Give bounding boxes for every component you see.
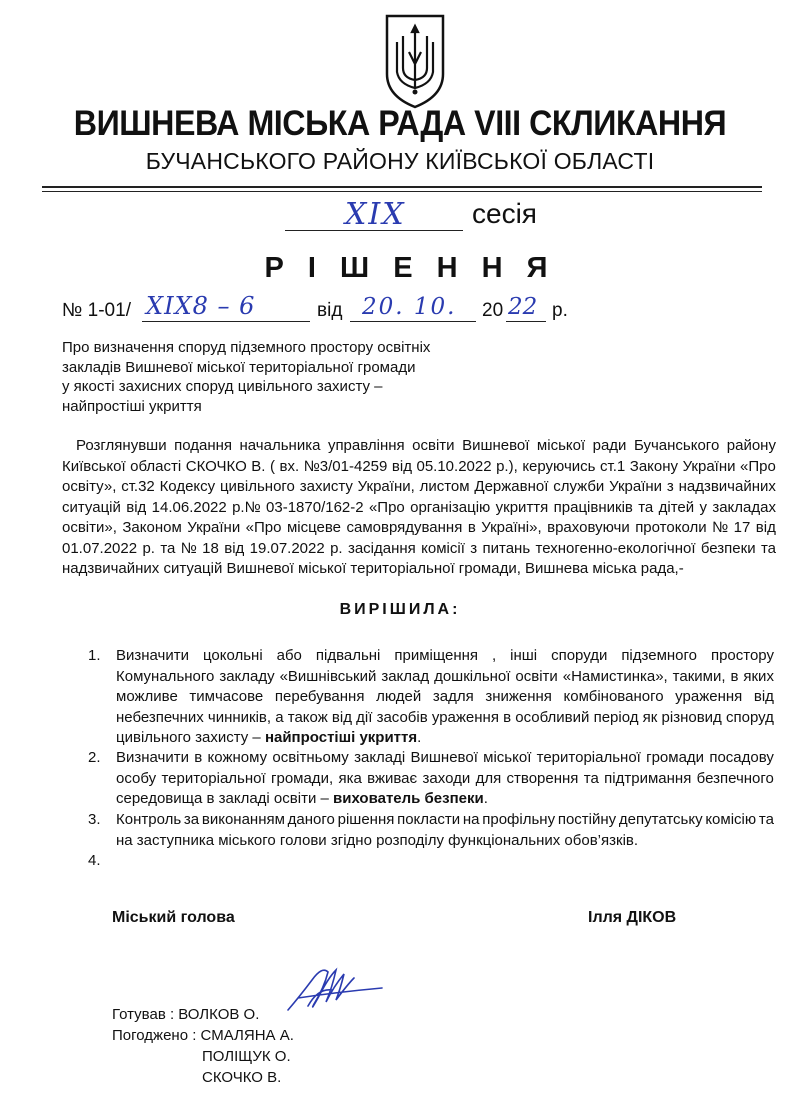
item-number: 3. — [88, 811, 101, 828]
decision-number-prefix: № 1-01/ — [62, 300, 131, 321]
item-line-text: цивільного захисту – — [116, 729, 265, 746]
coat-of-arms-icon — [383, 12, 447, 110]
item-line: особу територіальної громади, яка вживає заходи для створення та підтримання безпечного — [116, 769, 774, 787]
preamble — [62, 436, 776, 580]
preamble-line: 01.07.2022 р. та № 18 від 19.07.2022 р. засідання комісії з питань техногенно-екологічної безпеки та — [62, 539, 776, 557]
item-line: небезпечних чинників, а також від дії засобів ураження в особливий період як різновид споруд — [116, 708, 774, 726]
decision-number-line — [142, 321, 310, 322]
preamble-line: ситуацій від 14.06.2022 р.№ 03-1870/162-2 «Про організацію укриття працівників та дітей у закладах — [62, 498, 776, 516]
preamble-line: освіти», Законом України «Про місцеве самоврядування в Україні», враховуючи протоколи № 17 від — [62, 519, 776, 536]
item-number: 2. — [88, 749, 101, 766]
subject-line: закладів Вишневої міської територіальної громади — [62, 358, 416, 376]
session-label: сесія — [472, 198, 537, 229]
subject-line: найпростіші укриття — [62, 397, 202, 415]
preamble-line: надзвичайних ситуацій Вишневої міської територіальної громади, Вишнева міська рада,- — [62, 560, 684, 577]
decision-number: XIX8 – 6 — [146, 292, 256, 320]
item-line-end: . — [483, 790, 488, 807]
approvals-block — [112, 1004, 294, 1088]
item-line-bold: найпростіші укриття — [264, 729, 418, 746]
document-title: Р І Ш Е Н Н Я — [264, 252, 556, 284]
decision-date-line — [350, 321, 476, 322]
item-line: Контроль за виконанням даного рішення покласти на профільну постійну депутатську комісію та — [116, 811, 774, 828]
session-number: XIX — [345, 197, 406, 232]
agreed-by: СКОЧКО В. — [202, 1069, 282, 1086]
header-divider — [42, 186, 762, 188]
item-line-bold: вихователь безпеки — [333, 790, 484, 807]
agreed-by: ПОЛІЩУК О. — [202, 1048, 291, 1065]
item-line-end: . — [417, 729, 422, 746]
preamble-line: Розглянувши подання начальника управління освіти Вишневої міської ради Бучанського району — [76, 437, 776, 454]
subject-line: у якості захисних споруд цивільного захисту – — [62, 378, 383, 395]
decision-subject — [62, 338, 442, 416]
subject-line: Про визначення споруд підземного простору освітніх — [62, 339, 431, 356]
item-line — [116, 728, 774, 749]
decision-date: 20. 10. — [362, 294, 457, 320]
preamble-line: освіту», ст.32 Кодексу цивільного захисту України, листом Державної служби України з надзвичайних — [62, 478, 776, 495]
item-number: 4. — [88, 852, 101, 869]
mayor-label: Міський голова — [112, 909, 235, 926]
year-prefix: 20 — [482, 300, 504, 321]
item-line: Комунального закладу «Вишнівський заклад дошкільної освіти «Намистинка», такими, в яких — [116, 667, 774, 685]
council-name: ВИШНЕВА МІСЬКА РАДА VIII СКЛИКАННЯ — [73, 104, 727, 143]
prepared-by: Готував : ВОЛКОВ О. — [112, 1006, 260, 1023]
mayor-name: Ілля ДІКОВ — [588, 909, 677, 926]
handwritten-signature — [278, 958, 388, 1018]
header-divider-thin — [42, 191, 762, 192]
resolved-heading: ВИРІШИЛА: — [339, 601, 461, 618]
decision-year-line — [506, 321, 546, 322]
item-line — [116, 789, 774, 810]
year-suffix: р. — [552, 300, 568, 321]
item-line: Визначити в кожному освітньому закладі Вишневої міської територіальної громади посадову — [116, 749, 774, 766]
item-line: на заступника міського голови згідно розподілу функціональних обов’язків. — [116, 831, 639, 849]
session-number-line — [285, 230, 463, 231]
item-number: 1. — [88, 647, 101, 664]
decision-year: 22 — [508, 294, 538, 320]
item-line: Визначити цокольні або підвальні приміщення , інші споруди підземного простору — [116, 647, 774, 664]
district-name: БУЧАНСЬКОГО РАЙОНУ КИЇВСЬКОЇ ОБЛАСТІ — [145, 148, 655, 174]
item-line-text: середовища в закладі освіти – — [116, 790, 333, 807]
agreed-by: Погоджено : СМАЛЯНА А. — [112, 1027, 294, 1044]
date-from-label: від — [317, 300, 343, 321]
item-line: можливе тимчасове перебування людей задля зниження комбінованого ураження від — [116, 688, 774, 705]
preamble-line: Київської області СКОЧКО В. ( вх. №3/01-4259 від 05.10.2022 р.), керуючись ст.1 Закону України «Про — [62, 457, 776, 475]
